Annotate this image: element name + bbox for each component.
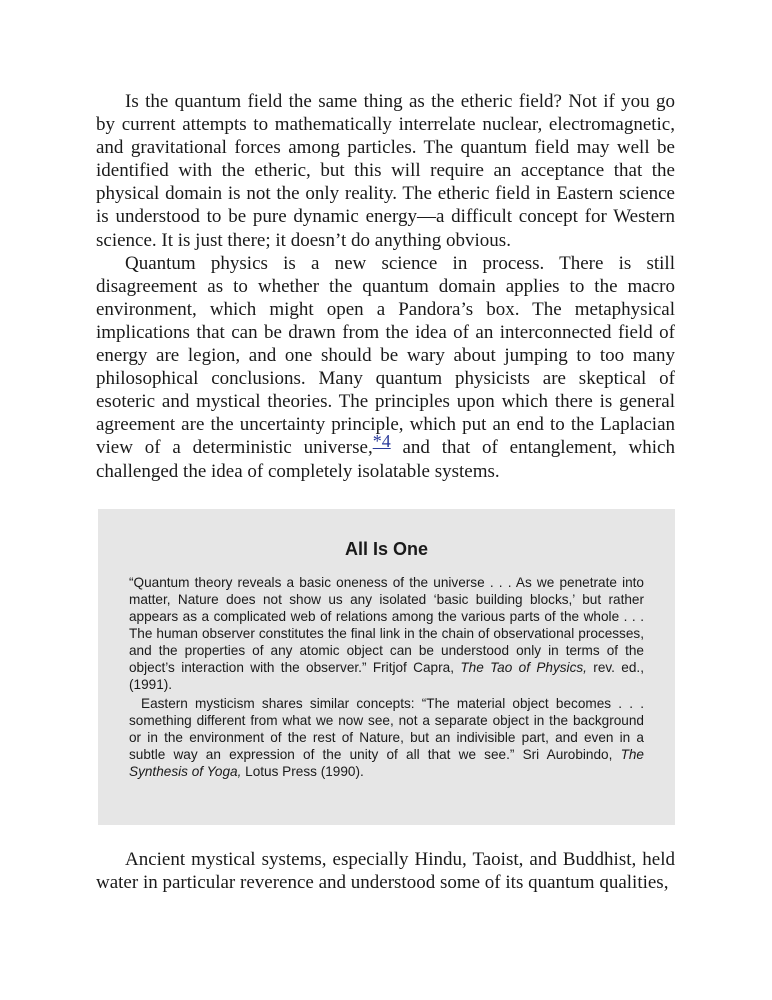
aurobindo-quote-text: Eastern mysticism shares similar concepts: “The material object becomes . . . something different from what we now see, not a separate object in the background or in the environment of the rest of Nature, but an indivisible part, and even in a subtle way an expression of the unity of all that we see.” Sri Aurobindo, <box>129 696 644 762</box>
main-text-upper <box>96 90 675 483</box>
aurobindo-source-rest: Lotus Press (1990). <box>241 764 364 779</box>
capra-source-rest: rev. ed., (1991). <box>129 660 644 692</box>
footnote-link[interactable]: *4 <box>372 431 391 452</box>
body-paragraph-2-continued: and that of entanglement, which challenged the idea of completely isolatable systems. <box>96 437 675 482</box>
sidebar-title: All Is One <box>344 539 429 559</box>
body-paragraph-3: Ancient mystical systems, especially Hindu, Taoist, and Buddhist, held water in particular reverence and understood some of its quantum qualities, <box>96 849 675 894</box>
body-paragraph-2-text: Quantum physics is a new science in process. There is still disagreement as to whether the quantum domain applies to the macro environment, which might open a Pandora’s box. The metaphysical implications that can be drawn from the idea of an interconnected field of energy are legion, and one should be wary about jumping to too many philosophical conclusions. Many quantum physicists are skeptical of esoteric and mystical theories. The principles upon which there is general agreement are the uncertainty principle, which put an end to the Laplacian view of a deterministic universe, <box>96 252 675 459</box>
body-paragraph-2 <box>96 252 675 483</box>
capra-quote-text: “Quantum theory reveals a basic oneness of the universe . . . As we penetrate into matter, Nature does not show us any isolated ‘basic building blocks,’ but rather appears as a complicated web of relations among the various parts of the whole . . . The human observer constitutes the final link in the chain of observational processes, and the properties of any atomic object can be understood only in terms of the object’s interaction with the observer.” Fritjof Capra, <box>129 575 644 675</box>
sidebar-quote-aurobindo <box>129 695 644 780</box>
aurobindo-source-title: The Synthesis of Yoga, <box>129 747 644 779</box>
capra-source-title: The Tao of Physics, <box>460 660 587 675</box>
main-text-lower <box>96 848 675 894</box>
sidebar-box <box>98 509 675 825</box>
sidebar-quote-capra <box>129 574 644 693</box>
body-paragraph-1: Is the quantum field the same thing as the etheric field? Not if you go by current attempts to mathematically interrelate nuclear, electromagnetic, and gravitational forces among particles. The quantum field may well be identified with the etheric, but this will require an acceptance that the physical domain is not the only reality. The etheric field in Eastern science is understood to be pure dynamic energy—a difficult concept for Western science. It is just there; it doesn’t do anything obvious. <box>96 91 675 251</box>
